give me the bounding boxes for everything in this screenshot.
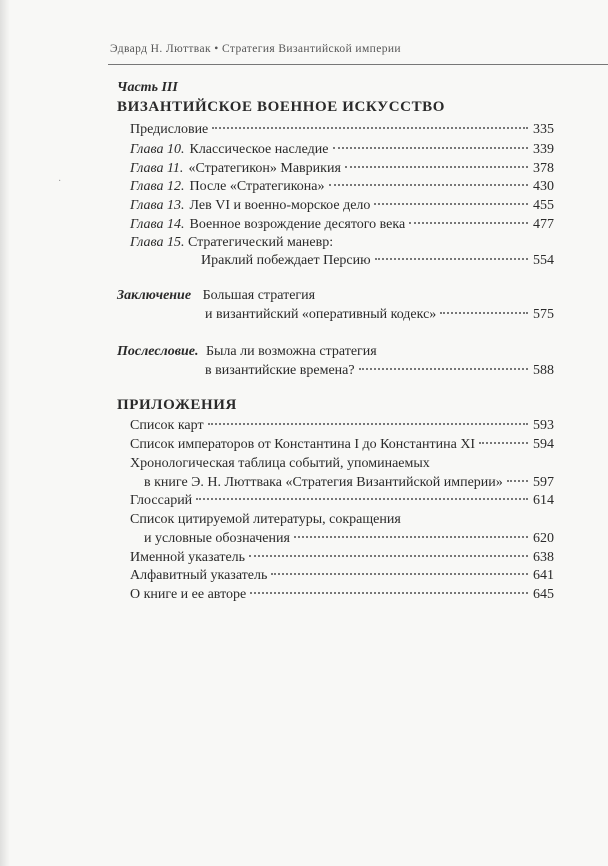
toc-entry-chronology-line2[interactable]: [144, 474, 554, 492]
page-number: 477: [533, 217, 554, 232]
chapter-label: Глава 10.: [130, 142, 185, 157]
toc-entry-name-index[interactable]: [130, 549, 554, 567]
toc-entry-chapter-13[interactable]: [130, 197, 554, 215]
entry-text: Военное возрождение десятого века: [189, 217, 406, 232]
toc-entry-afterword-line2[interactable]: [205, 362, 554, 380]
toc-entry-conclusion-line2[interactable]: [205, 306, 554, 324]
entry-text: О книге и ее авторе: [130, 587, 247, 602]
leader-dots: [359, 368, 528, 370]
entry-text: Список императоров от Константина I до Константина XI: [130, 437, 476, 452]
leader-dots: [409, 222, 528, 224]
toc-entry-chapter-10[interactable]: [130, 141, 554, 159]
section-label: Заключение: [117, 288, 192, 303]
entry-text: и условные обозначения: [144, 531, 290, 546]
leader-dots: [196, 498, 528, 500]
toc-entry-chapter-15-line1[interactable]: [130, 234, 333, 252]
page-number: 638: [533, 550, 554, 565]
chapter-label: Глава 14.: [130, 217, 185, 232]
leader-dots: [271, 573, 528, 575]
page-number: 455: [533, 198, 554, 213]
toc-entry-preface[interactable]: [130, 121, 554, 139]
leader-dots: [333, 147, 529, 149]
part-label: Часть III: [117, 80, 178, 95]
entry-text: Большая стратегия: [202, 288, 316, 303]
section-label: Послесловие.: [117, 344, 199, 359]
toc-entry-maps[interactable]: [130, 417, 554, 435]
toc-entry-literature-line1[interactable]: [130, 511, 401, 529]
toc-entry-chapter-11[interactable]: [130, 160, 554, 178]
entry-text: Именной указатель: [130, 550, 246, 565]
chapter-label: Глава 11.: [130, 161, 184, 176]
entry-text: После «Стратегикона»: [189, 179, 325, 194]
entry-text: в византийские времена?: [205, 363, 355, 378]
leader-dots: [249, 555, 528, 557]
toc-entry-emperors[interactable]: [130, 436, 554, 454]
entry-text: Список цитируемой литературы, сокращения: [130, 512, 401, 527]
appendices-title: ПРИЛОЖЕНИЯ: [117, 397, 237, 413]
entry-text: Предисловие: [130, 122, 209, 137]
entry-text: Список карт: [130, 418, 204, 433]
leader-dots: [507, 480, 528, 482]
page-edge-shadow: [0, 0, 10, 866]
page-number: 597: [533, 475, 554, 490]
page-number: 620: [533, 531, 554, 546]
entry-text: и византийский «оперативный кодекс»: [205, 307, 437, 322]
page-number: 378: [533, 161, 554, 176]
running-head: Эдвард Н. Люттвак • Стратегия Византийской империи: [110, 43, 401, 55]
page-number: 594: [533, 437, 554, 452]
entry-text: Глоссарий: [130, 493, 193, 508]
toc-entry-about[interactable]: [130, 586, 554, 604]
entry-text: в книге Э. Н. Люттвака «Стратегия Византийской империи»: [144, 475, 503, 490]
page-number: 641: [533, 568, 554, 583]
entry-text: Хронологическая таблица событий, упоминаемых: [130, 456, 430, 471]
entry-text: Стратегический маневр:: [187, 235, 334, 250]
entry-text: Алфавитный указатель: [130, 568, 268, 583]
header-rule: [108, 64, 608, 65]
leader-dots: [250, 592, 528, 594]
part-title: ВИЗАНТИЙСКОЕ ВОЕННОЕ ИСКУССТВО: [117, 99, 446, 115]
scan-speck: ·: [58, 176, 62, 187]
page-number: 645: [533, 587, 554, 602]
page-number: 575: [533, 307, 554, 322]
entry-text: «Стратегикон» Маврикия: [188, 161, 341, 176]
leader-dots: [479, 442, 528, 444]
page-number: 339: [533, 142, 554, 157]
toc-entry-chapter-14[interactable]: [130, 216, 554, 234]
toc-entry-alpha-index[interactable]: [130, 567, 554, 585]
entry-text: Классическое наследие: [189, 142, 329, 157]
chapter-label: Глава 15.: [130, 235, 185, 250]
page-number: 554: [533, 253, 554, 268]
leader-dots: [440, 312, 528, 314]
leader-dots: [374, 203, 528, 205]
toc-entry-chronology-line1[interactable]: [130, 455, 430, 473]
chapter-label: Глава 13.: [130, 198, 185, 213]
page-number: 614: [533, 493, 554, 508]
toc-entry-glossary[interactable]: [130, 492, 554, 510]
entry-text: Ираклий побеждает Персию: [201, 253, 371, 268]
leader-dots: [375, 258, 528, 260]
leader-dots: [345, 166, 528, 168]
leader-dots: [208, 423, 528, 425]
page-number: 335: [533, 122, 554, 137]
toc-entry-conclusion-line1[interactable]: [117, 287, 315, 305]
page-number: 588: [533, 363, 554, 378]
page-number: 593: [533, 418, 554, 433]
leader-dots: [329, 184, 528, 186]
entry-text: Лев VI и военно-морское дело: [189, 198, 371, 213]
toc-entry-chapter-12[interactable]: [130, 178, 554, 196]
entry-text: Была ли возможна стратегия: [205, 344, 377, 359]
toc-entry-chapter-15-line2[interactable]: [201, 252, 554, 270]
chapter-label: Глава 12.: [130, 179, 185, 194]
toc-entry-afterword-line1[interactable]: [117, 343, 377, 361]
toc-entry-literature-line2[interactable]: [144, 530, 554, 548]
leader-dots: [294, 536, 528, 538]
leader-dots: [212, 127, 528, 129]
page-number: 430: [533, 179, 554, 194]
